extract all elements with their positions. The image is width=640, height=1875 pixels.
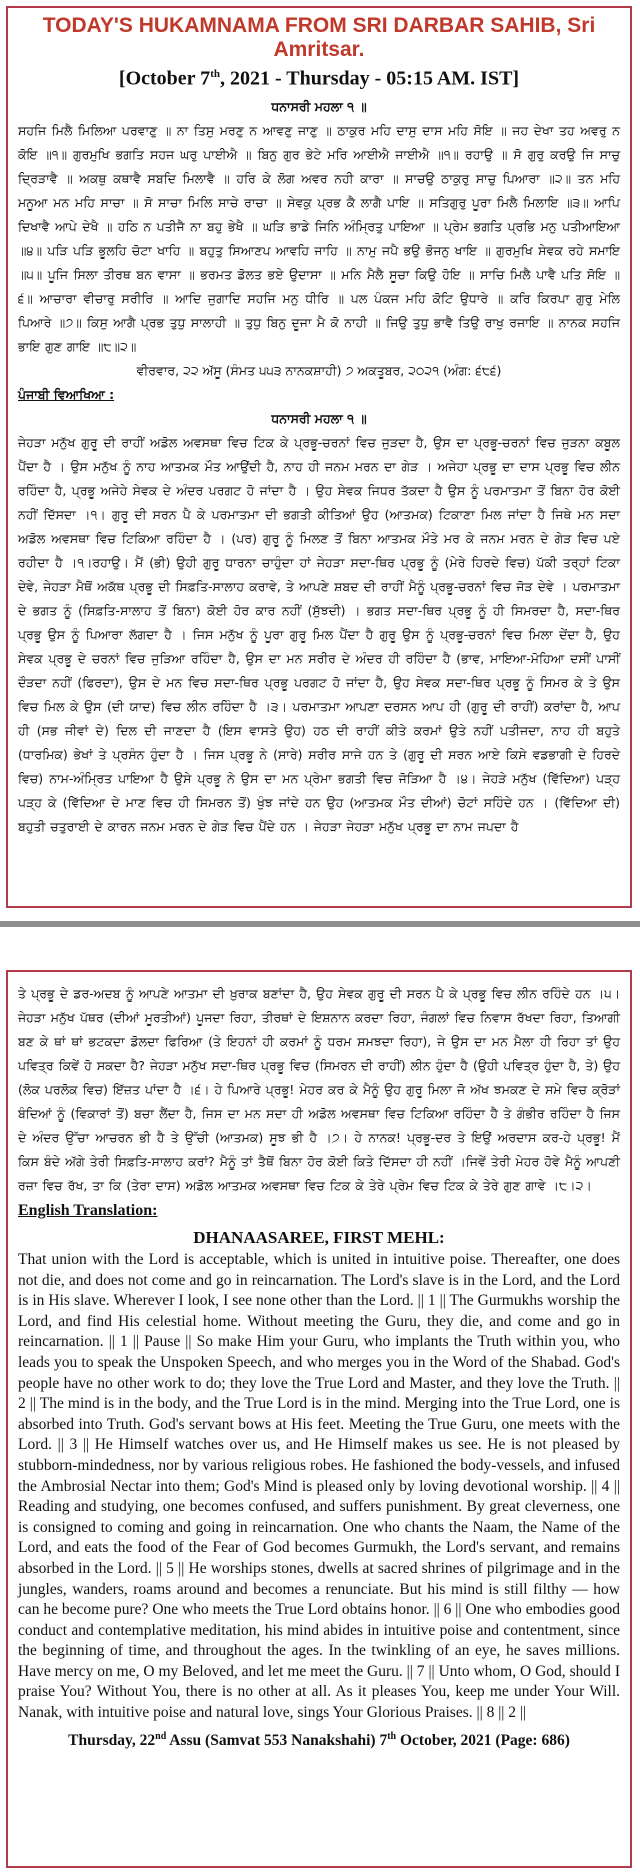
footer-sup-b: th: [387, 1730, 397, 1742]
footer-part-b: Assu (Samvat 553 Nanakshahi) 7: [166, 1731, 388, 1749]
date-header-part: [October 7: [118, 67, 211, 90]
hukamnama-panel-bottom: [6, 970, 632, 1868]
footer-sup-a: nd: [155, 1730, 167, 1742]
punjabi-explanation-part2: ਤੇ ਪ੍ਰਭੂ ਦੇ ਡਰ-ਅਦਬ ਨੂੰ ਆਪਣੇ ਆਤਮਾ ਦੀ ਖ਼ੁਰਾਕ ਬਣਾਂਦਾ ਹੈ, ਉਹ ਸੇਵਕ ਗੁਰੂ ਦੀ ਸਰਨ ਪੈ ਕੇ ਪ੍ਰਭੂ ਵਿਚ ਲੀਨ ਰਹਿੰਦੇ ਹਨ ।੫। ਜੇਹੜਾ ਮਨੁੱਖ ਪੱਥਰ (ਦੀਆਂ ਮੂਰਤੀਆਂ) ਪੂਜਦਾ ਰਿਹਾ, ਤੀਰਥਾਂ ਦੇ ਇਸ਼ਨਾਨ ਕਰਦਾ ਰਿਹਾ, ਜੰਗਲਾਂ ਵਿਚ ਨਿਵਾਸ ਰੱਖਦਾ ਰਿਹਾ, ਤਿਆਗੀ ਬਣ ਕੇ ਥਾਂ ਥਾਂ ਭਟਕਦਾ ਡੋਲਦਾ ਫਿਰਿਆ (ਤੇ ਇਹਨਾਂ ਹੀ ਕਰਮਾਂ ਨੂੰ ਧਰਮ ਸਮਝਦਾ ਰਿਹਾ), ਜੇ ਉਸ ਦਾ ਮਨ ਮੈਲਾ ਹੀ ਰਿਹਾ ਤਾਂ ਉਹ ਪਵਿਤ੍ਰ ਕਿਵੇਂ ਹੋ ਸਕਦਾ ਹੈ? ਜੇਹੜਾ ਮਨੁੱਖ ਸਦਾ-ਥਿਰ ਪ੍ਰਭੂ ਵਿਚ (ਸਿਮਰਨ ਦੀ ਰਾਹੀਂ) ਲੀਨ ਹੁੰਦਾ ਹੈ (ਉਹੀ ਪਵਿਤ੍ਰ ਹੁੰਦਾ ਹੈ, ਤੇ) ਉਹ (ਲੋਕ ਪਰਲੋਕ ਵਿਚ) ਇੱਜ਼ਤ ਪਾਂਦਾ ਹੈ ।੬। ਹੇ ਪਿਆਰੇ ਪ੍ਰਭੂ! ਮੇਹਰ ਕਰ ਕੇ ਮੈਨੂੰ ਉਹ ਗੁਰੂ ਮਿਲਾ ਜੋ ਅੱਖ ਝਮਕਣ ਦੇ ਸਮੇ ਵਿਚ ਕ੍ਰੋੜਾਂ ਬੰਦਿਆਂ ਨੂੰ (ਵਿਕਾਰਾਂ ਤੋਂ) ਬਚਾ ਲੈਂਦਾ ਹੈ, ਜਿਸ ਦਾ ਮਨ ਸਦਾ ਹੀ ਅਡੋਲ ਅਵਸਥਾ ਵਿਚ ਟਿਕਿਆ ਰਹਿੰਦਾ ਹੈ ਤੇ ਗੰਭੀਰ ਰਹਿੰਦਾ ਹੈ ਜਿਸ ਦੇ ਅੰਦਰ ਉੱਚਾ ਆਚਰਨ ਭੀ ਹੈ ਤੇ ਉੱਚੀ (ਆਤਮਕ) ਸੂਝ ਭੀ ਹੈ ।੭। ਹੇ ਨਾਨਕ! ਪ੍ਰਭੂ-ਦਰ ਤੇ ਇਉਂ ਅਰਦਾਸ ਕਰ-ਹੇ ਪ੍ਰਭੂ! ਮੈਂ ਕਿਸ ਬੰਦੇ ਅੱਗੇ ਤੇਰੀ ਸਿਫ਼ਤਿ-ਸਾਲਾਹ ਕਰਾਂ? ਮੈਨੂੰ ਤਾਂ ਤੈਥੋਂ ਬਿਨਾ ਹੋਰ ਕੋਈ ਕਿਤੇ ਦਿੱਸਦਾ ਹੀ ਨਹੀਂ ।ਜਿਵੇਂ ਤੇਰੀ ਮੇਹਰ ਹੋਵੇ ਮੈਨੂੰ ਆਪਣੀ ਰਜ਼ਾ ਵਿਚ ਰੱਖ, ਤਾ ਕਿ (ਤੇਰਾ ਦਾਸ) ਅਡੋਲ ਆਤਮਕ ਅਵਸਥਾ ਵਿਚ ਟਿਕ ਕੇ ਤੇਰੇ ਪ੍ਰੇਮ ਵਿਚ ਟਿਕ ਕੇ ਤੇਰੇ ਗੁਣ ਗਾਵੇ ।੮।੨।: [18, 986, 620, 1193]
shabad-raag: ਧਨਾਸਰੀ ਮਹਲਾ ੧ ॥: [271, 98, 367, 114]
footer-date: [18, 1726, 620, 1752]
divider: [0, 921, 640, 927]
punjabi-explanation-heading: ਪੰਜਾਬੀ ਵਿਆਖਿਆ :: [18, 386, 115, 402]
punjabi-raag: ਧਨਾਸਰੀ ਮਹਲਾ ੧ ॥: [271, 410, 367, 426]
english-translation-text: That union with the Lord is acceptable, which is united in intuitive poise. Thereafter, one does not die, and does not come and go in reincarnation. The Lord's slave is in the Lord, and the Lord is in His slave. Wherever I look, I see none other than the Lord. || 1 || The Gurmukhs worship the Lord, and find His celestial home. Without meeting the Guru, they die, and come and go in reincarnation. || 1 || Pause || So make Him your Guru, who implants the Truth within you, who leads you to speak the Unspoken Speech, and who merges you in the Word of the Shabad. God's people have no other work to do; they love the True Lord and Master, and they love the Truth. || 2 || The mind is in the body, and the True Lord is in the mind. Merging into the True Lord, one is absorbed into Truth. God's servant bows at His feet. Meeting the True Guru, one meets with the Lord. || 3 || He Himself watches over us, and He Himself makes us see. He is not pleased by stubborn-mindedness, nor by various religious robes. He fashioned the body-vessels, and infused the Ambrosial Nectar into them; God's Mind is pleased only by loving devotional worship. || 4 || Reading and studying, one becomes confused, and suffers punishment. By great cleverness, one is consigned to coming and going in reincarnation. One who chants the Naam, the Name of the Lord, and eats the food of the Fear of God becomes Gurmukh, the Lord's servant, and remains absorbed in the Lord. || 5 || He worships stones, dwells at sacred shrines of pilgrimage and in the jungles, wanders, roams around and becomes a renunciate. But his mind is still filthy — how can he become pure? One who meets the True Lord obtains honor. || 6 || One who embodies good conduct and contemplative meditation, his mind abides in intuitive poise and contentment, since the beginning of time, and throughout the ages. In the twinkling of an eye, he saves millions. Have mercy on me, O my Beloved, and let me meet the Guru. || 7 || Unto whom, O God, should I praise You? Without You, there is no other at all. As it pleases You, keep me under Your Will. Nanak, with intuitive poise and natural love, sings Your Glorious Praises. || 8 || 2 ||: [18, 1251, 620, 1722]
date-header: [18, 62, 620, 91]
english-raag-title: DHANAASAREE, FIRST MEHL:: [193, 1228, 445, 1247]
page-title: TODAY'S HUKAMNAMA FROM SRI DARBAR SAHIB, Sri Amritsar.: [42, 14, 596, 61]
date-header-rest: , 2021 - Thursday - 05:15 AM. IST]: [219, 67, 520, 90]
punjabi-date-line: ਵੀਰਵਾਰ, ੨੨ ਅੱਸੂ (ਸੰਮਤ ੫੫੩ ਨਾਨਕਸ਼ਾਹੀ) ੭ ਅਕਤੂਬਰ, ੨੦੨੧ (ਅੰਗ: ੬੮੬): [136, 362, 502, 378]
hukamnama-panel-top: [6, 6, 632, 908]
punjabi-explanation-part1: ਜੇਹੜਾ ਮਨੁੱਖ ਗੁਰੂ ਦੀ ਰਾਹੀਂ ਅਡੋਲ ਅਵਸਥਾ ਵਿਚ ਟਿਕ ਕੇ ਪ੍ਰਭੂ-ਚਰਨਾਂ ਵਿਚ ਜੁੜਦਾ ਹੈ, ਉਸ ਦਾ ਪ੍ਰਭੂ-ਚਰਨਾਂ ਵਿਚ ਜੁੜਨਾ ਕਬੂਲ ਪੈਂਦਾ ਹੈ । ਉਸ ਮਨੁੱਖ ਨੂੰ ਨਾਹ ਆਤਮਕ ਮੌਤ ਆਉਂਦੀ ਹੈ, ਨਾਹ ਹੀ ਜਨਮ ਮਰਨ ਦਾ ਗੇੜ । ਅਜੇਹਾ ਪ੍ਰਭੂ ਦਾ ਦਾਸ ਪ੍ਰਭੂ ਵਿਚ ਲੀਨ ਰਹਿੰਦਾ ਹੈ, ਪ੍ਰਭੂ ਅਜੇਹੇ ਸੇਵਕ ਦੇ ਅੰਦਰ ਪਰਗਟ ਹੋ ਜਾਂਦਾ ਹੈ । ਉਹ ਸੇਵਕ ਜਿਧਰ ਤੱਕਦਾ ਹੈ ਉਸ ਨੂੰ ਪਰਮਾਤਮਾ ਤੋਂ ਬਿਨਾ ਹੋਰ ਕੋਈ ਨਹੀਂ ਦਿੱਸਦਾ ।੧। ਗੁਰੂ ਦੀ ਸਰਨ ਪੈ ਕੇ ਪਰਮਾਤਮਾ ਦੀ ਭਗਤੀ ਕੀਤਿਆਂ ਉਹ (ਆਤਮਕ) ਟਿਕਾਣਾ ਮਿਲ ਜਾਂਦਾ ਹੈ ਜਿਥੇ ਮਨ ਸਦਾ ਅਡੋਲ ਅਵਸਥਾ ਵਿਚ ਟਿਕਿਆ ਰਹਿੰਦਾ ਹੈ । (ਪਰ) ਗੁਰੂ ਨੂੰ ਮਿਲਣ ਤੋਂ ਬਿਨਾ ਆਤਮਕ ਮੌਤੇ ਮਰ ਕੇ ਜਨਮ ਮਰਨ ਦੇ ਗੇੜ ਵਿਚ ਪਏ ਰਹੀਦਾ ਹੈ ।੧।ਰਹਾਉ। ਮੈਂ (ਭੀ) ਉਹੀ ਗੁਰੂ ਧਾਰਨਾ ਚਾਹੁੰਦਾ ਹਾਂ ਜੇਹੜਾ ਸਦਾ-ਥਿਰ ਪ੍ਰਭੂ ਨੂੰ (ਮੇਰੇ ਹਿਰਦੇ ਵਿਚ) ਪੱਕੀ ਤਰ੍ਹਾਂ ਟਿਕਾ ਦੇਵੇ, ਜੇਹੜਾ ਮੈਥੋਂ ਅਕੱਥ ਪ੍ਰਭੂ ਦੀ ਸਿਫ਼ਤਿ-ਸਾਲਾਹ ਕਰਾਵੇ, ਤੇ ਆਪਣੇ ਸ਼ਬਦ ਦੀ ਰਾਹੀਂ ਮੈਨੂੰ ਪ੍ਰਭੂ-ਚਰਨਾਂ ਵਿਚ ਜੋੜ ਦੇਵੇ । ਪਰਮਾਤਮਾ ਦੇ ਭਗਤ ਨੂੰ (ਸਿਫ਼ਤਿ-ਸਾਲਾਹ ਤੋਂ ਬਿਨਾ) ਕੋਈ ਹੋਰ ਕਾਰ ਨਹੀਂ (ਸੁੱਝਦੀ) । ਭਗਤ ਸਦਾ-ਥਿਰ ਪ੍ਰਭੂ ਨੂੰ ਹੀ ਸਿਮਰਦਾ ਹੈ, ਸਦਾ-ਥਿਰ ਪ੍ਰਭੂ ਉਸ ਨੂੰ ਪਿਆਰਾ ਲੱਗਦਾ ਹੈ । ਜਿਸ ਮਨੁੱਖ ਨੂੰ ਪੂਰਾ ਗੁਰੂ ਮਿਲ ਪੈਂਦਾ ਹੈ ਗੁਰੂ ਉਸ ਨੂੰ ਪ੍ਰਭੂ-ਚਰਨਾਂ ਵਿਚ ਮਿਲਾ ਦੇਂਦਾ ਹੈ, ਉਹ ਸੇਵਕ ਪ੍ਰਭੂ ਦੇ ਚਰਨਾਂ ਵਿਚ ਜੁੜਿਆ ਰਹਿੰਦਾ ਹੈ, ਉਸ ਦਾ ਮਨ ਸਰੀਰ ਦੇ ਅੰਦਰ ਹੀ ਰਹਿੰਦਾ ਹੈ (ਭਾਵ, ਮਾਇਆ-ਮੋਹਿਆ ਦਸੀਂ ਪਾਸੀਂ ਦੌੜਦਾ ਨਹੀਂ (ਫਿਰਦਾ), ਉਸ ਦੇ ਮਨ ਵਿਚ ਸਦਾ-ਥਿਰ ਪ੍ਰਭੂ ਪਰਗਟ ਹੋ ਜਾਂਦਾ ਹੈ, ਉਹ ਸੇਵਕ ਸਦਾ-ਥਿਰ ਪ੍ਰਭੂ ਨੂੰ ਸਿਮਰ ਕੇ ਤੇ ਉਸ ਵਿਚ ਮਿਲ ਕੇ ਉਸ (ਦੀ ਯਾਦ) ਵਿਚ ਲੀਨ ਰਹਿੰਦਾ ਹੈ ।੩। ਪਰਮਾਤਮਾ ਆਪਣਾ ਦਰਸਨ ਆਪ ਹੀ (ਗੁਰੂ ਦੀ ਰਾਹੀਂ) ਕਰਾਂਦਾ ਹੈ, ਆਪ ਹੀ (ਸਭ ਜੀਵਾਂ ਦੇ) ਦਿਲ ਦੀ ਜਾਣਦਾ ਹੈ (ਇਸ ਵਾਸਤੇ ਉਹ) ਹਠ ਦੀ ਰਾਹੀਂ ਕੀਤੇ ਕਰਮਾਂ ਉਤੇ ਨਹੀਂ ਪਤੀਜਦਾ, ਨਾਹ ਹੀ ਬਹੁਤੇ (ਧਾਰਮਿਕ) ਭੇਖਾਂ ਤੇ ਪ੍ਰਸੰਨ ਹੁੰਦਾ ਹੈ । ਜਿਸ ਪ੍ਰਭੂ ਨੇ (ਸਾਰੇ) ਸਰੀਰ ਸਾਜੇ ਹਨ ਤੇ (ਗੁਰੂ ਦੀ ਸਰਨ ਆਏ ਕਿਸੇ ਵਡਭਾਗੀ ਦੇ ਹਿਰਦੇ ਵਿਚ) ਨਾਮ-ਅੰਮ੍ਰਿਤ ਪਾਇਆ ਹੈ ਉਸੇ ਪ੍ਰਭੂ ਨੇ ਉਸ ਦਾ ਮਨ ਪ੍ਰੇਮਾ ਭਗਤੀ ਵਿਚ ਜੋੜਿਆ ਹੈ ।੪। ਜੇਹੜੇ ਮਨੁੱਖ (ਵਿੱਦਿਆ) ਪੜ੍ਹ ਪੜ੍ਹ ਕੇ (ਵਿੱਦਿਆ ਦੇ ਮਾਣ ਵਿਚ ਹੀ ਸਿਮਰਨ ਤੋਂ) ਖੁੰਝ ਜਾਂਦੇ ਹਨ ਉਹ (ਆਤਮਕ ਮੌਤ ਦੀਆਂ) ਚੋਟਾਂ ਸਹਿੰਦੇ ਹਨ । (ਵਿੱਦਿਆ ਦੀ) ਬਹੁਤੀ ਚਤੁਰਾਈ ਦੇ ਕਾਰਨ ਜਨਮ ਮਰਨ ਦੇ ਗੇੜ ਵਿਚ ਪੈਂਦੇ ਹਨ । ਜੇਹੜਾ ਜੇਹੜਾ ਮਨੁੱਖ ਪ੍ਰਭੂ ਦਾ ਨਾਮ ਜਪਦਾ ਹੈ: [18, 434, 620, 834]
date-header-sup: th: [210, 68, 220, 80]
footer-part-c: October, 2021 (Page: 686): [396, 1731, 570, 1749]
shabad-text: ਸਹਜਿ ਮਿਲੈ ਮਿਲਿਆ ਪਰਵਾਣੁ ॥ ਨਾ ਤਿਸੁ ਮਰਣੁ ਨ ਆਵਣੁ ਜਾਣੁ ॥ ਠਾਕੁਰ ਮਹਿ ਦਾਸੁ ਦਾਸ ਮਹਿ ਸੋਇ ॥ ਜਹ ਦੇਖਾ ਤਹ ਅਵਰੁ ਨ ਕੋਇ ॥੧॥ ਗੁਰਮੁਖਿ ਭਗਤਿ ਸਹਜ ਘਰੁ ਪਾਈਐ ॥ ਬਿਨੁ ਗੁਰ ਭੇਟੇ ਮਰਿ ਆਈਐ ਜਾਈਐ ॥੧॥ ਰਹਾਉ ॥ ਸੋ ਗੁਰੁ ਕਰਉ ਜਿ ਸਾਚੁ ਦ੍ਰਿੜਾਵੈ ॥ ਅਕਥੁ ਕਥਾਵੈ ਸਬਦਿ ਮਿਲਾਵੈ ॥ ਹਰਿ ਕੇ ਲੋਗ ਅਵਰ ਨਹੀ ਕਾਰਾ ॥ ਸਾਚਉ ਠਾਕੁਰੁ ਸਾਚੁ ਪਿਆਰਾ ॥੨॥ ਤਨ ਮਹਿ ਮਨੂਆ ਮਨ ਮਹਿ ਸਾਚਾ ॥ ਸੋ ਸਾਚਾ ਮਿਲਿ ਸਾਚੇ ਰਾਚਾ ॥ ਸੇਵਕੁ ਪ੍ਰਭ ਕੈ ਲਾਗੈ ਪਾਇ ॥ ਸਤਿਗੁਰੁ ਪੂਰਾ ਮਿਲੈ ਮਿਲਾਇ ॥੩॥ ਆਪਿ ਦਿਖਾਵੈ ਆਪੇ ਦੇਖੈ ॥ ਹਠਿ ਨ ਪਤੀਜੈ ਨਾ ਬਹੁ ਭੇਖੈ ॥ ਘੜਿ ਭਾਡੇ ਜਿਨਿ ਅੰਮ੍ਰਿਤੁ ਪਾਇਆ ॥ ਪ੍ਰੇਮ ਭਗਤਿ ਪ੍ਰਭਿ ਮਨੁ ਪਤੀਆਇਆ ॥੪॥ ਪੜਿ ਪੜਿ ਭੂਲਹਿ ਚੋਟਾ ਖਾਹਿ ॥ ਬਹੁਤੁ ਸਿਆਣਪ ਆਵਹਿ ਜਾਹਿ ॥ ਨਾਮੁ ਜਪੈ ਭਉ ਭੋਜਨੁ ਖਾਇ ॥ ਗੁਰਮੁਖਿ ਸੇਵਕ ਰਹੇ ਸਮਾਇ ॥੫॥ ਪੂਜਿ ਸਿਲਾ ਤੀਰਥ ਬਨ ਵਾਸਾ ॥ ਭਰਮਤ ਡੋਲਤ ਭਏ ਉਦਾਸਾ ॥ ਮਨਿ ਮੈਲੈ ਸੂਚਾ ਕਿਉ ਹੋਇ ॥ ਸਾਚਿ ਮਿਲੈ ਪਾਵੈ ਪਤਿ ਸੋਇ ॥੬॥ ਆਚਾਰਾ ਵੀਚਾਰੁ ਸਰੀਰਿ ॥ ਆਦਿ ਜੁਗਾਦਿ ਸਹਜਿ ਮਨੁ ਧੀਰਿ ॥ ਪਲ ਪੰਕਜ ਮਹਿ ਕੋਟਿ ਉਧਾਰੇ ॥ ਕਰਿ ਕਿਰਪਾ ਗੁਰੁ ਮੇਲਿ ਪਿਆਰੇ ॥੭॥ ਕਿਸੁ ਆਗੈ ਪ੍ਰਭ ਤੁਧੁ ਸਾਲਾਹੀ ॥ ਤੁਧੁ ਬਿਨੁ ਦੂਜਾ ਮੈ ਕੋ ਨਾਹੀ ॥ ਜਿਉ ਤੁਧੁ ਭਾਵੈ ਤਿਉ ਰਾਖੁ ਰਜਾਇ ॥ ਨਾਨਕ ਸਹਜਿ ਭਾਇ ਗੁਣ ਗਾਇ ॥੮॥੨॥: [18, 122, 620, 354]
footer-part-a: Thursday, 22: [68, 1731, 156, 1749]
english-translation-heading: English Translation:: [18, 1202, 158, 1219]
